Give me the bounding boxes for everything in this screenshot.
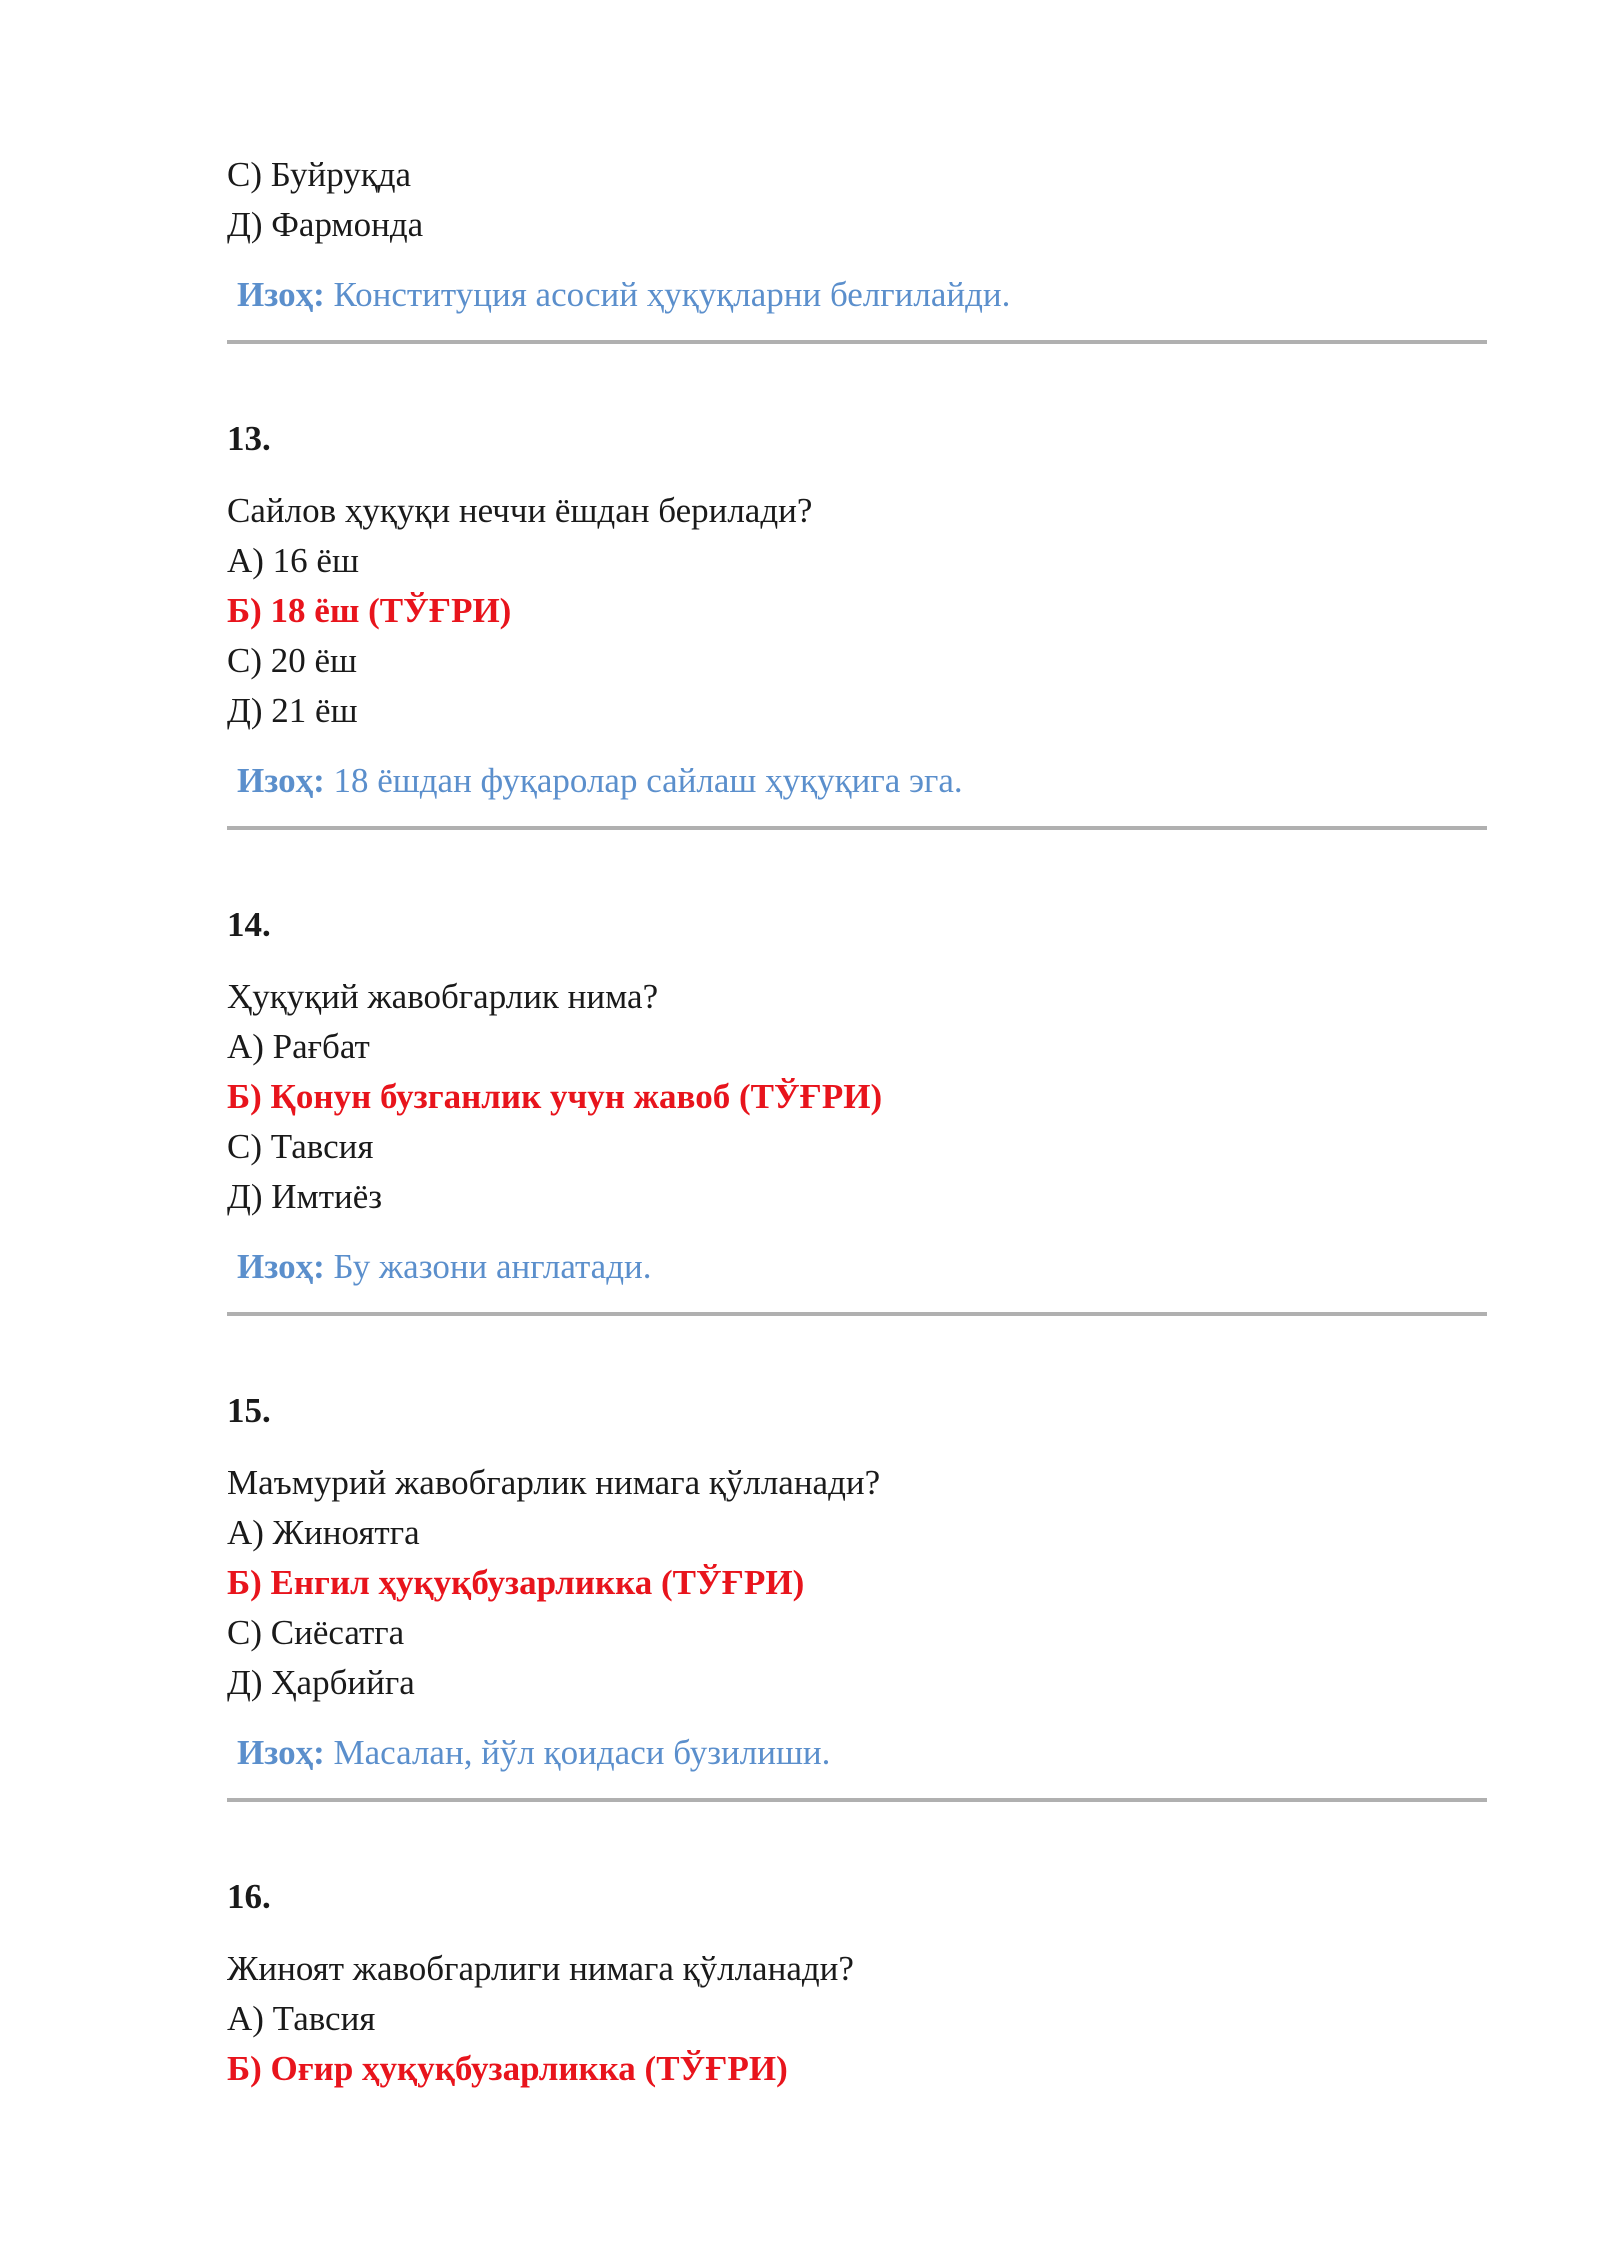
question-text: Жиноят жавобгарлиги нимага қўлланади? [227,1949,854,1988]
question-number: 13. [227,419,271,458]
question-block [227,414,1487,830]
option-a: А) Тавсия [227,1999,376,2038]
option-a: А) Рағбат [227,1027,370,1066]
question-text: Ҳуқуқий жавобгарлик нима? [227,977,659,1016]
option-b-correct: Б) Енгил ҳуқуқбузарликка (ТЎҒРИ) [227,1563,805,1602]
question-number: 14. [227,905,271,944]
note-text: 18 ёшдан фуқаролар сайлаш ҳуқуқига эга. [324,761,963,800]
note-text: Конституция асосий ҳуқуқларни белгилайди. [324,275,1011,314]
option-c: С) 20 ёш [227,641,357,680]
question-text: Сайлов ҳуқуқи неччи ёшдан берилади? [227,491,813,530]
explanation-note [227,1728,1487,1778]
note-label: Изоҳ: [237,1733,325,1772]
option-d: Д) 21 ёш [227,691,358,730]
divider [227,1312,1487,1316]
note-label: Изоҳ: [237,275,325,314]
explanation-note [227,270,1487,320]
note-text: Масалан, йўл қоидаси бузилиши. [324,1733,831,1772]
question-number: 15. [227,1391,271,1430]
note-text: Бу жазони англатади. [324,1247,652,1286]
question-number: 16. [227,1877,271,1916]
option-c: С) Тавсия [227,1127,374,1166]
divider [227,1798,1487,1802]
option-d: Д) Имтиёз [227,1177,383,1216]
question-block [227,900,1487,1316]
option-c: С) Буйруқда [227,155,412,194]
question-text: Маъмурий жавобгарлик нимага қўлланади? [227,1463,881,1502]
divider [227,826,1487,830]
explanation-note [227,1242,1487,1292]
document-page [227,150,1487,2094]
option-a: А) 16 ёш [227,541,359,580]
option-a: А) Жиноятга [227,1513,420,1552]
option-b-correct: Б) 18 ёш (ТЎҒРИ) [227,591,512,630]
question-block [227,1872,1487,2094]
question-12-continuation [227,150,1487,344]
option-b-correct: Б) Оғир ҳуқуқбузарликка (ТЎҒРИ) [227,2049,788,2088]
divider [227,340,1487,344]
note-label: Изоҳ: [237,761,325,800]
option-c: С) Сиёсатга [227,1613,405,1652]
option-d: Д) Ҳарбийга [227,1663,415,1702]
option-d: Д) Фармонда [227,205,424,244]
explanation-note [227,756,1487,806]
note-label: Изоҳ: [237,1247,325,1286]
question-block [227,1386,1487,1802]
option-b-correct: Б) Қонун бузганлик учун жавоб (ТЎҒРИ) [227,1077,883,1116]
